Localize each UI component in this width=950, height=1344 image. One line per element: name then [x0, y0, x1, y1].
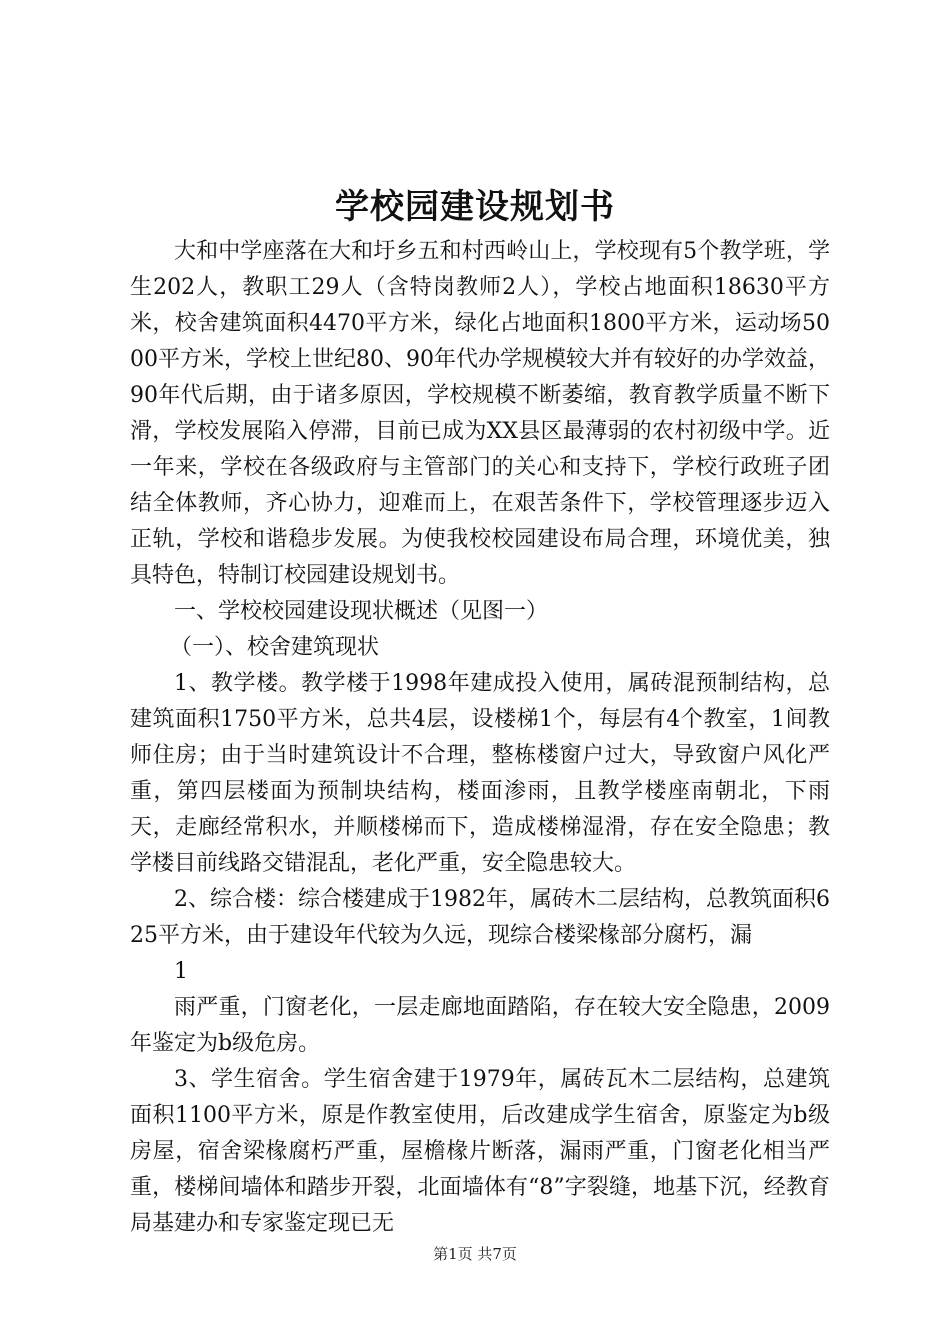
document-body	[130, 234, 830, 1242]
section-heading-1: 一、学校校园建设现状概述（见图一）	[174, 599, 549, 624]
paragraph-intro: 大和中学座落在大和圩乡五和村西岭山上，学校现有5个教学班，学生202人，教职工29人（含特岗教师2人），学校占地面积18630平方米，校舍建筑面积4470平方米，绿化占地面积1800平方米，运动场5000平方米，学校上世纪80、90年代办学规模较大并有较好的办学效益，90年代后期，由于诸多原因，学校规模不断萎缩，教育教学质量不断下滑，学校发展陷入停滞，目前已成为XX县区最薄弱的农村初级中学。近一年来，学校在各级政府与主管部门的关心和支持下，学校行政班子团结全体教师，齐心协力，迎难而上，在艰苦条件下，学校管理逐步迈入正轨，学校和谐稳步发展。为使我校校园建设布局合理，环境优美，独具特色，特制订校园建设规划书。	[130, 239, 830, 588]
page-footer: 第1页 共7页	[433, 1245, 517, 1263]
document-title: 学校园建设规划书	[335, 187, 615, 227]
paragraph-complex-building-cont: 雨严重，门窗老化，一层走廊地面踏陷，存在较大安全隐患，2009年鉴定为b级危房。	[130, 995, 830, 1056]
subsection-heading-1: （一）、校舍建筑现状	[170, 635, 380, 660]
inline-page-number: 1	[174, 959, 188, 984]
paragraph-dormitory: 3、学生宿舍。学生宿舍建于1979年，属砖瓦木二层结构，总建筑面积1100平方米，原是作教室使用，后改建成学生宿舍，原鉴定为b级房屋，宿舍梁椽腐朽严重，屋檐椽片断落，漏雨严重，门窗老化相当严重，楼梯间墙体和踏步开裂，北面墙体有“8”字裂缝，地基下沉，经教育局基建办和专家鉴定现已无	[130, 1067, 830, 1236]
paragraph-complex-building: 2、综合楼：综合楼建成于1982年，属砖木二层结构，总教筑面积625平方米，由于建设年代较为久远，现综合楼梁椽部分腐朽，漏	[130, 887, 830, 948]
paragraph-teaching-building: 1、教学楼。教学楼于1998年建成投入使用，属砖混预制结构，总建筑面积1750平方米，总共4层，设楼梯1个，每层有4个教室，1间教师住房；由于当时建筑设计不合理，整栋楼窗户过大，导致窗户风化严重，第四层楼面为预制块结构，楼面渗雨，且教学楼座南朝北，下雨天，走廊经常积水，并顺楼梯而下，造成楼梯湿滑，存在安全隐患；教学楼目前线路交错混乱，老化严重，安全隐患较大。	[130, 671, 830, 876]
